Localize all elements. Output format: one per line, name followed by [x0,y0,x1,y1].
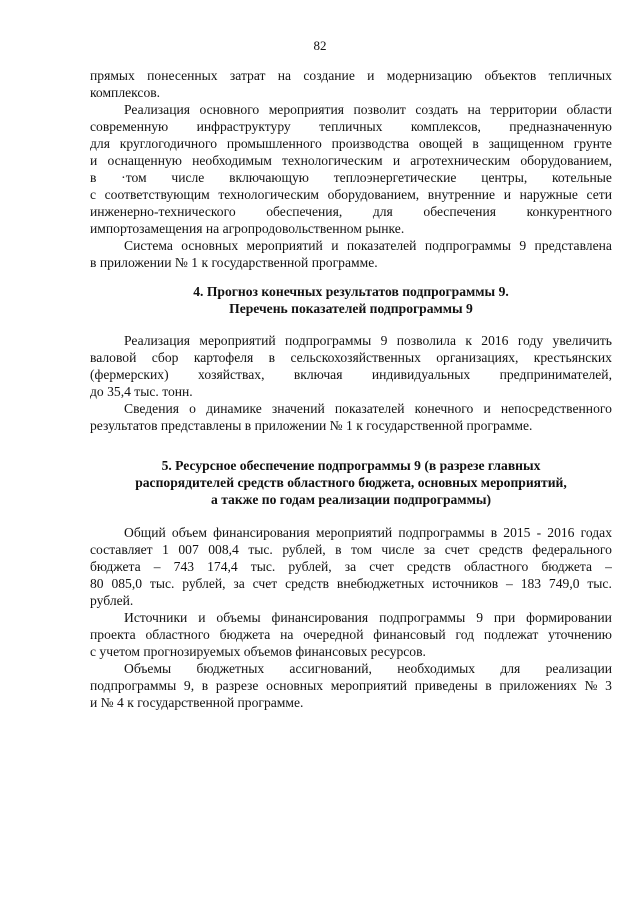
text-line: Общий объем финансирования мероприятий подпрограммы в 2015 - 2016 годах [124,525,612,540]
page-number: 82 [313,38,327,53]
text-line: результатов представлены в приложении № 1 к государственной программе. [90,418,533,433]
text-line: до 35,4 тыс. тонн. [90,384,193,399]
text-line: бюджета – 743 174,4 тыс. рублей, за счет средств областного бюджета – [90,559,612,574]
text-line: и № 4 к государственной программе. [90,695,304,710]
text-line: для круглогодичного промышленного производства овощей в защищенном грунте [90,136,612,151]
text-line: импортозамещения на агропродовольственном рынке. [90,221,405,236]
text-line: прямых понесенных затрат на создание и модернизацию объектов тепличных [90,68,612,83]
heading-line: а также по годам реализации подпрограммы) [211,492,491,507]
text-line: Реализация основного мероприятия позволит создать на территории области [124,102,612,117]
text-line: Реализация мероприятий подпрограммы 9 позволила к 2016 году увеличить [124,333,612,348]
text-line: с учетом прогнозируемых объемов финансовых ресурсов. [90,644,426,659]
text-line: составляет 1 007 008,4 тыс. рублей, в том числе за счет средств федерального [90,542,612,557]
text-line: рублей. [90,593,134,608]
heading-line: Перечень показателей подпрограммы 9 [229,301,473,316]
intro-paragraphs [90,67,612,271]
text-line: (фермерских) хозяйствах, включая индивидуальных предпринимателей, [90,367,612,382]
section-4-heading [90,283,612,317]
text-line: комплексов. [90,85,161,100]
heading-line: распорядителей средств областного бюджета, основных мероприятий, [135,475,567,490]
text-line: в приложении № 1 к государственной программе. [90,255,378,270]
text-line: проекта областного бюджета на очередной финансовый год подлежат уточнению [90,627,612,642]
text-line: Объемы бюджетных ассигнований, необходимых для реализации [124,661,612,676]
text-line: инженерно-технического обеспечения, для обеспечения конкурентного [90,204,612,219]
text-line: и оснащенную необходимым технологическим и агротехническим оборудованием, [90,153,612,168]
text-line: подпрограммы 9, в разрезе основных мероприятий приведены в приложениях № 3 [90,678,612,693]
section-5-body [90,524,612,711]
heading-line: 4. Прогноз конечных результатов подпрограммы 9. [193,284,509,299]
section-4-body [90,332,612,434]
text-line: Сведения о динамике значений показателей конечного и непосредственного [124,401,612,416]
text-line: Система основных мероприятий и показателей подпрограммы 9 представлена [124,238,612,253]
heading-line: 5. Ресурсное обеспечение подпрограммы 9 (в разрезе главных [161,458,541,473]
section-5-heading [90,457,612,508]
text-line: Источники и объемы финансирования подпрограммы 9 при формировании [124,610,612,625]
text-line: в ·том числе включающую теплоэнергетические центры, котельные [90,170,612,185]
text-line: 80 085,0 тыс. рублей, за счет средств внебюджетных источников – 183 749,0 тыс. [90,576,612,591]
text-line: валовой сбор картофеля в сельскохозяйственных организациях, крестьянских [90,350,612,365]
text-line: современную инфраструктуру тепличных комплексов, предназначенную [90,119,612,134]
text-line: с соответствующим технологическим оборудованием, внутренние и наружные сети [90,187,612,202]
